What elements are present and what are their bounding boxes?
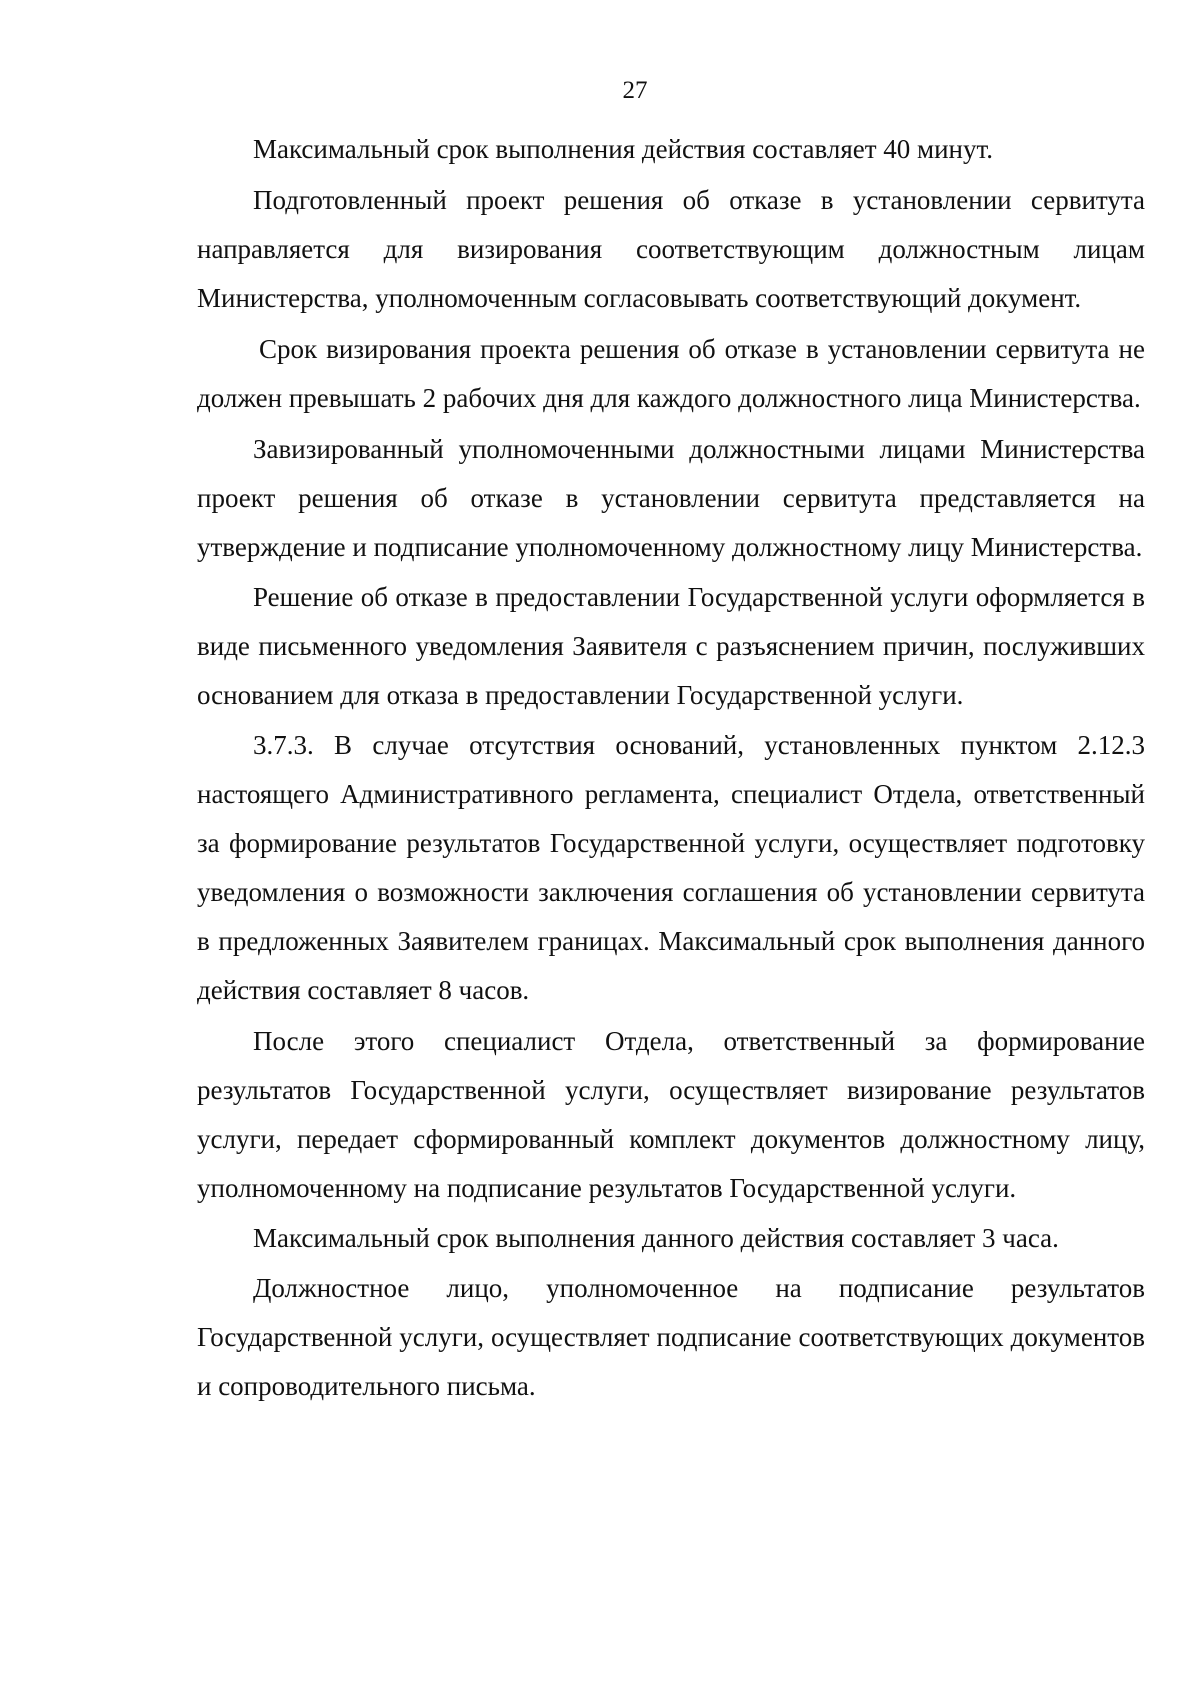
- paragraph-max-time-40min: Максимальный срок выполнения действия составляет 40 минут.: [253, 134, 994, 164]
- paragraph-approval-deadline: Срок визирования проекта решения об отказе в установлении сервитута не должен превышать 2 рабочих дня для каждого должностного лица Министерства.: [197, 334, 1145, 413]
- paragraph-after-that: После этого специалист Отдела, ответственный за формирование результатов Государственной услуги, осуществляет визирование результатов услуги, передает сформированный комплект документов должностному лицу, уполномоченному на подписание результатов Государственной услуги.: [197, 1026, 1145, 1203]
- paragraph-3-7-3: 3.7.3. В случае отсутствия оснований, установленных пунктом 2.12.3 настоящего Административного регламента, специалист Отдела, ответственный за формирование результатов Государственной услуги, осуществляет подготовку уведомления о возможности заключения соглашения об установлении сервитута в предложенных Заявителем границах. Максимальный срок выполнения данного действия составляет 8 часов.: [197, 730, 1145, 1005]
- paragraph-signed-draft: Завизированный уполномоченными должностными лицами Министерства проект решения об отказе в установлении сервитута представляется на утверждение и подписание уполномоченному должностному лицу Министерства.: [197, 434, 1145, 562]
- paragraph-refusal-decision: Решение об отказе в предоставлении Государственной услуги оформляется в виде письменного уведомления Заявителя с разъяснением причин, послуживших основанием для отказа в предоставлении Государственной услуги.: [197, 582, 1145, 710]
- page-number: 27: [622, 77, 648, 104]
- paragraph-draft-approval: Подготовленный проект решения об отказе в установлении сервитута направляется для визирования соответствующим должностным лицам Министерства, уполномоченным согласовывать соответствующий документ.: [197, 185, 1145, 313]
- document-body: [197, 125, 1145, 1411]
- paragraph-max-time-3h: Максимальный срок выполнения данного действия составляет 3 часа.: [253, 1223, 1059, 1253]
- paragraph-official-signs: Должностное лицо, уполномоченное на подписание результатов Государственной услуги, осуществляет подписание соответствующих документов и сопроводительного письма.: [197, 1273, 1145, 1401]
